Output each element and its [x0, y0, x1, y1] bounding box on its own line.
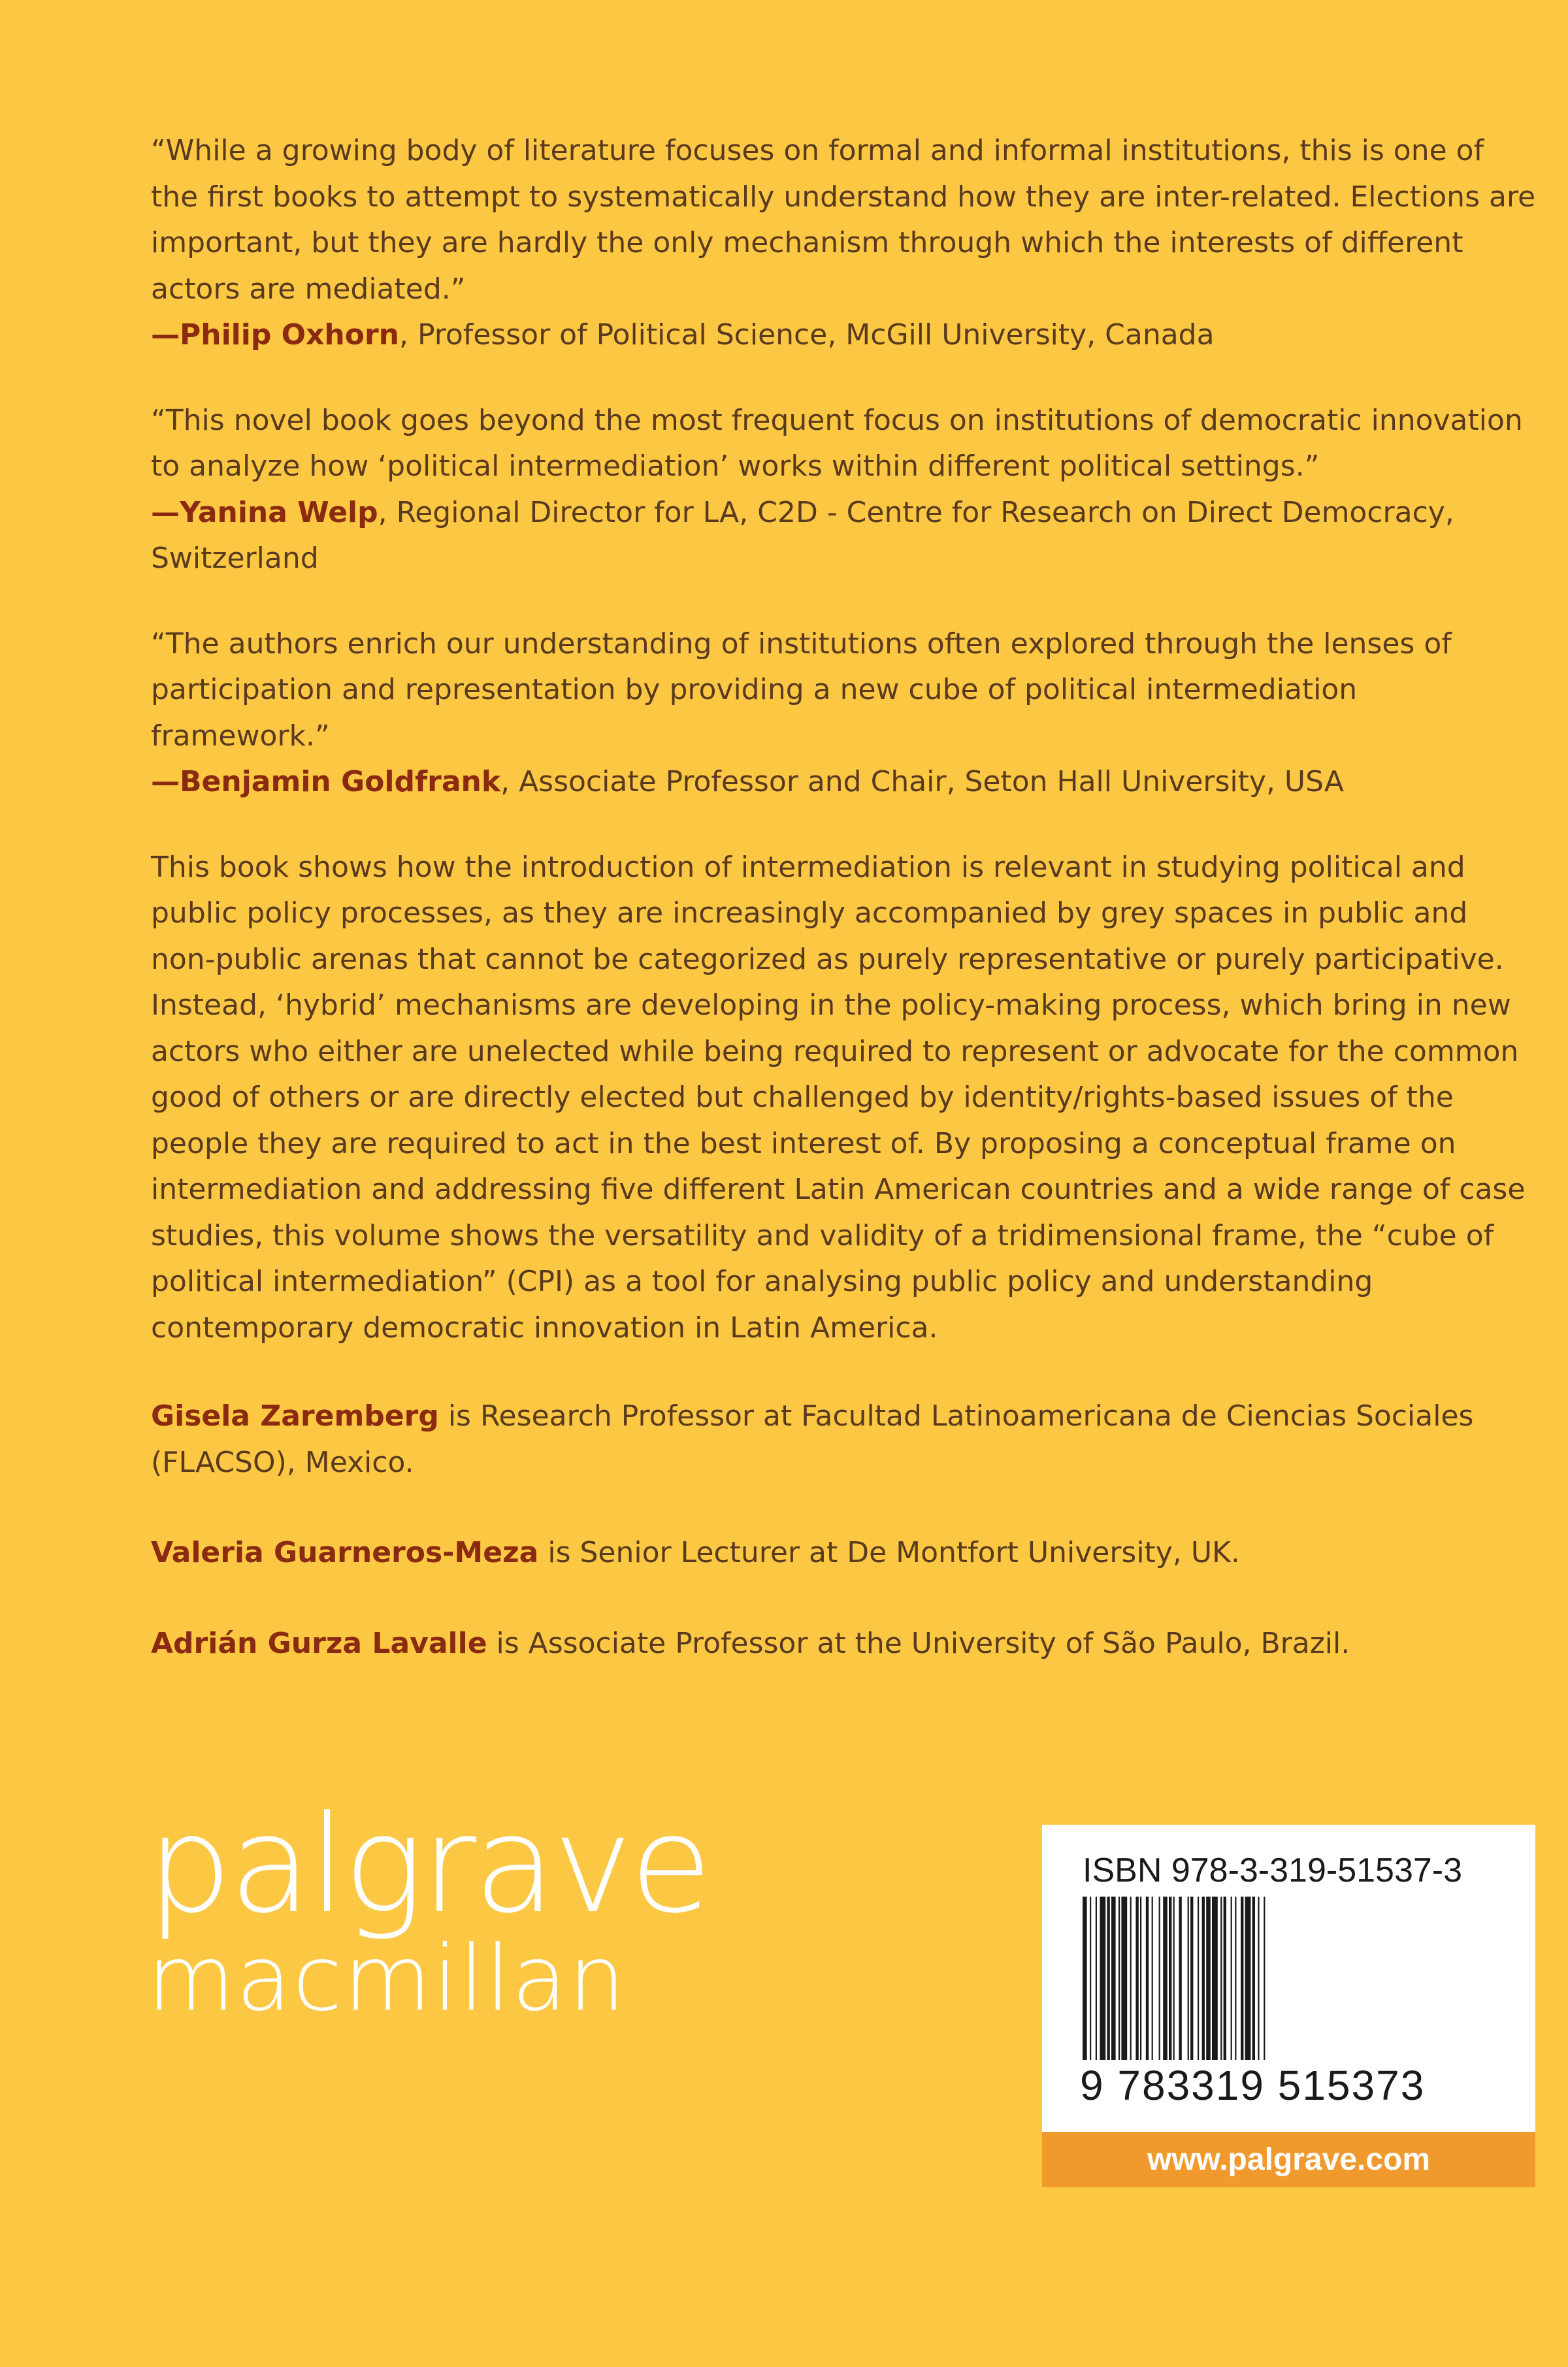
author-bio-text: is Research Professor at Facultad Latinoamericana de Ciencias Sociales (FLACSO), Mexico. [151, 1399, 1474, 1479]
endorser-name: —Yanina Welp [151, 495, 378, 529]
author-bio-text: is Associate Professor at the University of São Paulo, Brazil. [487, 1626, 1350, 1660]
publisher-logo [147, 1787, 710, 2031]
book-description: This book shows how the introduction of intermediation is relevant in studying political and public policy processes, as they are increasingly accompanied by grey spaces in public and non-public arenas that cannot be categorized as purely representative or purely participative. Instead, ‘hybrid’ mechanisms are developing in the policy-making process, which bring in new actors who either are unelected while being required to represent or advocate for the common good of others or are directly elected but challenged by identity/rights-based issues of the people they are required to act in the best interest of. By proposing a conceptual frame on intermediation and addressing five different Latin American countries and a wide range of case studies, this volume shows the versatility and validity of a tridimensional frame, the “cube of political intermediation” (CPI) as a tool for analysing public policy and understanding contemporary democratic innovation in Latin America. [151, 850, 1526, 1345]
publisher-url[interactable]: www.palgrave.com [1042, 2132, 1535, 2187]
logo-palgrave: palgrave [147, 1787, 710, 1943]
barcode-digits: 9 783319 515373 [1080, 2062, 1426, 2109]
author-name: Valeria Guarneros-Meza [151, 1536, 539, 1569]
endorser-affiliation: , Associate Professor and Chair, Seton Hall University, USA [500, 765, 1344, 798]
author-bio-2 [151, 1530, 1539, 1576]
quote-text: “While a growing body of literature focuses on formal and informal institutions, this is one of the first books to attempt to systematically understand how they are inter-related. Elections are important, but they are hardly the only mechanism through which the interests of different actors are mediated.” [151, 134, 1536, 306]
isbn-label: ISBN 978-3-319-51537-3 [1083, 1852, 1463, 1889]
quote-attribution [151, 312, 1539, 359]
quote-attribution [151, 490, 1539, 582]
quote-attribution [151, 759, 1539, 806]
quote-text: “The authors enrich our understanding of institutions often explored through the lenses of participation and representation by providing a new cube of political intermediation framework.” [151, 627, 1452, 753]
author-bio-text: is Senior Lecturer at De Montfort University, UK. [538, 1536, 1240, 1569]
endorser-affiliation: , Professor of Political Science, McGill University, Canada [399, 318, 1215, 351]
endorser-name: —Benjamin Goldfrank [151, 765, 501, 798]
endorser-name: —Philip Oxhorn [151, 318, 399, 351]
endorsement-1 [151, 128, 1539, 359]
isbn-barcode-panel [1042, 1825, 1535, 2132]
back-cover-text [151, 128, 1539, 1711]
endorser-affiliation: , Regional Director for LA, C2D - Centre for Research on Direct Democracy, Switzerland [151, 495, 1454, 575]
barcode-icon [1083, 1897, 1494, 2060]
author-name: Gisela Zaremberg [151, 1399, 439, 1433]
author-name: Adrián Gurza Lavalle [151, 1626, 487, 1660]
author-bio-1 [151, 1394, 1539, 1486]
logo-macmillan: macmillan [147, 1926, 627, 2031]
endorsement-3 [151, 621, 1539, 806]
endorsement-2 [151, 398, 1539, 582]
quote-text: “This novel book goes beyond the most frequent focus on institutions of democratic innovation to analyze how ‘political intermediation’ works within different political settings.” [151, 403, 1523, 483]
author-bio-3 [151, 1621, 1539, 1667]
